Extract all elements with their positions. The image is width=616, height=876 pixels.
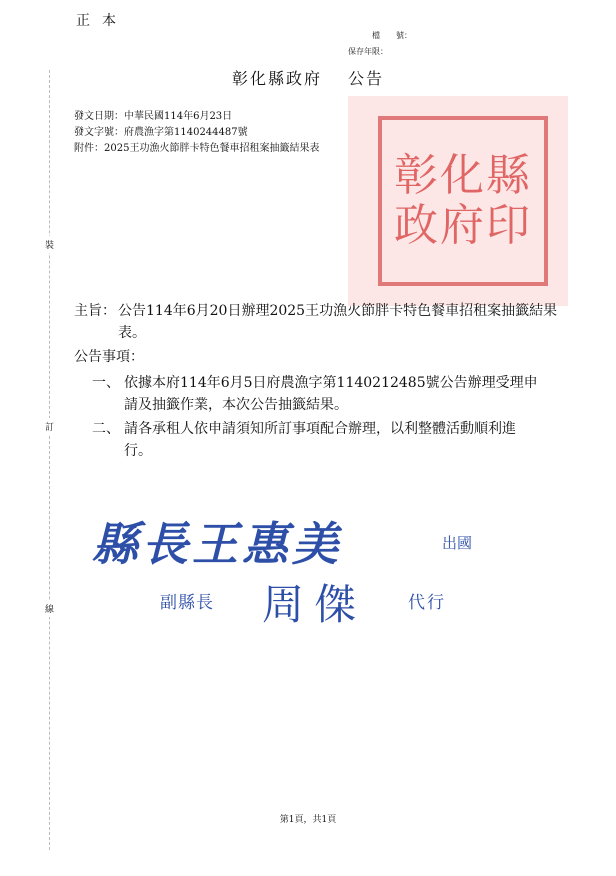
notice-item-text: 依據本府114年6月5日府農漁字第1140212485號公告辦理受理申請及抽籤作業，本次公告抽籤結果。 (124, 375, 538, 413)
seal-frame (378, 116, 548, 286)
title-doc-type: 公告 (348, 69, 385, 88)
abroad-stamp: 出國 (442, 534, 473, 552)
binding-mark-ding: 訂 (45, 418, 54, 435)
notice-item (92, 372, 542, 416)
deputy-mayor-label: 副縣長 (160, 593, 214, 613)
seal-text: 彰化縣政府印 (394, 150, 532, 251)
notice-item-number: 一、 (92, 375, 120, 391)
page-number: 第1頁，共1頁 (279, 815, 337, 825)
copy-label: 正本 (76, 13, 128, 29)
retention-period-label: 保存年限： (348, 47, 388, 56)
issue-date: 發文日期：中華民國114年6月23日 (74, 111, 233, 122)
title-org: 彰化縣政府 (231, 69, 322, 88)
subject-block (74, 300, 574, 344)
notice-label: 公告事項： (74, 349, 144, 365)
notice-item (92, 418, 542, 462)
binding-margin-line (49, 70, 50, 850)
document-title (0, 66, 616, 89)
subject-text: 公告114年6月20日辦理2025王功漁火節胖卡特色餐車招租案抽籤結果表。 (118, 303, 558, 341)
mayor-signature-stamp: 縣長王惠美 (92, 517, 342, 571)
binding-mark-zhuang: 裝 (45, 236, 54, 253)
acting-stamp: 代行 (408, 593, 446, 613)
file-number-label: 檔 號： (372, 31, 412, 40)
subject-label: 主旨： (74, 303, 116, 319)
issue-number: 發文字號：府農漁字第1140244487號 (74, 127, 248, 138)
notice-item-text: 請各承租人依申請須知所訂事項配合辦理，以利整體活動順利進行。 (124, 421, 516, 459)
deputy-mayor-name-stamp: 周傑 (262, 580, 367, 629)
binding-mark-xian: 線 (45, 600, 54, 617)
notice-item-number: 二、 (92, 421, 120, 437)
official-seal (348, 96, 568, 306)
attachment-line: 附件：2025王功漁火節胖卡特色餐車招租案抽籤結果表 (74, 143, 320, 154)
